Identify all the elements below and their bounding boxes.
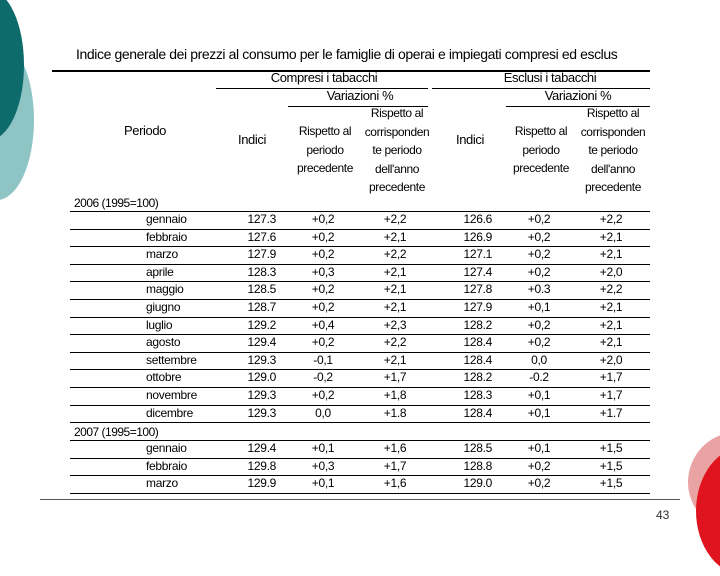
row-month: aprile <box>146 264 174 279</box>
row-month: giugno <box>146 300 181 314</box>
row-month: marzo <box>146 476 178 491</box>
row-value-p2: +0,2 <box>527 335 551 350</box>
footer-rule <box>40 499 680 500</box>
row-value-c1: +2,1 <box>383 282 407 297</box>
row-month: luglio <box>146 317 173 332</box>
table-row <box>0 264 720 282</box>
row-value-i2: 128.2 <box>463 370 492 385</box>
row-value-p1: +0,4 <box>311 317 335 332</box>
row-value-c1: +2,2 <box>383 335 407 350</box>
year-label-2007: 2007 (1995=100) <box>74 425 159 439</box>
header-rispetto-corrispondente-esclusi <box>574 104 652 197</box>
row-value-i1: 129.2 <box>247 317 276 332</box>
row-value-c1: +2,2 <box>383 247 407 262</box>
header-indici-esclusi: Indici <box>456 132 484 147</box>
row-value-c2: +1,5 <box>599 458 623 473</box>
row-value-c1: +1,6 <box>383 476 407 491</box>
table-row <box>0 281 720 299</box>
row-value-i1: 129.3 <box>247 388 276 402</box>
header-line: periodo <box>522 142 560 157</box>
row-value-i1: 129.9 <box>247 476 276 491</box>
row-month: settembre <box>146 352 197 367</box>
table-row <box>0 334 720 352</box>
row-value-c1: +2,3 <box>383 317 407 332</box>
row-value-i2: 127.8 <box>463 282 492 297</box>
header-rispetto-precedente-esclusi <box>508 122 574 178</box>
row-value-c2: +2,0 <box>599 352 623 367</box>
row-value-i2: 126.9 <box>463 229 492 244</box>
row-value-p1: +0,2 <box>311 212 335 226</box>
row-value-p1: +0,2 <box>311 300 335 314</box>
row-value-c2: +2,1 <box>599 247 623 262</box>
row-value-c2: +1.7 <box>599 405 623 420</box>
row-value-i2: 128.5 <box>463 441 492 455</box>
header-line: corrisponden <box>364 124 430 139</box>
row-value-p2: +0,1 <box>527 300 551 314</box>
row-value-c1: +2,2 <box>383 212 407 226</box>
row-separator <box>70 493 650 494</box>
row-value-c1: +2,1 <box>383 229 407 244</box>
row-value-p2: +0,2 <box>527 229 551 244</box>
row-value-p2: +0,2 <box>527 458 551 473</box>
row-value-i1: 129.4 <box>247 441 276 455</box>
row-month: maggio <box>146 282 184 297</box>
header-line: Rispetto al <box>586 106 640 120</box>
row-value-p2: +0,1 <box>527 441 551 455</box>
row-value-c2: +1,7 <box>599 370 623 385</box>
row-value-c2: +2,2 <box>599 282 623 297</box>
row-value-p2: +0,2 <box>527 476 551 491</box>
row-value-c1: +1,6 <box>383 441 407 455</box>
header-indici-compresi: Indici <box>238 132 266 147</box>
table-row <box>0 211 720 229</box>
row-value-i2: 127.9 <box>463 300 492 314</box>
row-value-p1: -0,1 <box>313 352 333 367</box>
row-value-i1: 128.5 <box>247 282 276 297</box>
row-value-p2: +0,2 <box>527 264 551 279</box>
group-esclusi: Esclusi i tabacchi <box>503 70 597 85</box>
row-value-i2: 128.2 <box>463 317 492 332</box>
row-value-p2: +0,2 <box>527 212 551 226</box>
header-line: periodo <box>306 142 344 157</box>
row-value-p1: +0,3 <box>311 264 335 279</box>
row-value-c1: +2,1 <box>383 300 407 314</box>
row-value-i1: 129.0 <box>247 370 276 385</box>
table-row <box>0 369 720 387</box>
table-row <box>0 475 720 493</box>
table-row <box>0 405 720 423</box>
header-line: precedente <box>512 161 570 175</box>
row-value-p2: +0,1 <box>527 388 551 402</box>
row-value-i2: 129.0 <box>463 476 492 491</box>
variazioni-compresi: Variazioni % <box>326 88 394 103</box>
row-value-i2: 128.3 <box>463 388 492 402</box>
year-2007-line <box>70 440 650 441</box>
row-value-p1: 0,0 <box>315 405 331 420</box>
page-number: 43 <box>656 508 670 522</box>
header-line: te periodo <box>372 143 422 157</box>
row-value-i2: 127.1 <box>463 247 492 262</box>
row-month: novembre <box>146 388 197 402</box>
row-value-c1: +1,8 <box>383 388 407 402</box>
row-value-p2: -0.2 <box>529 370 549 385</box>
row-value-i1: 129.8 <box>247 458 276 473</box>
table-row <box>0 352 720 370</box>
row-month: dicembre <box>146 405 193 420</box>
header-line: te periodo <box>588 143 638 157</box>
row-value-i2: 128.4 <box>463 405 492 420</box>
row-month: febbraio <box>146 229 187 244</box>
row-value-c2: +2,1 <box>599 317 623 332</box>
row-value-i2: 128.8 <box>463 458 492 473</box>
row-value-i1: 127.6 <box>247 229 276 244</box>
table-row <box>0 317 720 335</box>
row-value-p2: +0,1 <box>527 405 551 420</box>
row-value-c2: +1,7 <box>599 388 623 402</box>
header-rispetto-precedente-compresi <box>292 122 358 178</box>
table-row <box>0 299 720 317</box>
table-row <box>0 440 720 458</box>
header-line: precedente <box>368 180 426 194</box>
row-value-i2: 127.4 <box>463 264 492 279</box>
row-value-p1: +0,2 <box>311 229 335 244</box>
header-line: Rispetto al <box>298 124 352 138</box>
row-value-i1: 128.3 <box>247 264 276 279</box>
row-value-c2: +2,1 <box>599 335 623 350</box>
row-value-i2: 128.4 <box>463 335 492 350</box>
row-value-c1: +1.8 <box>383 405 407 420</box>
row-value-p2: +0,2 <box>527 247 551 262</box>
header-rispetto-corrispondente-compresi <box>358 104 436 197</box>
year-label-2006: 2006 (1995=100) <box>74 196 159 210</box>
row-value-p1: +0,1 <box>311 476 335 491</box>
row-value-i1: 129.4 <box>247 335 276 350</box>
header-line: corrisponden <box>580 124 646 139</box>
row-separator <box>70 422 650 423</box>
header-line: precedente <box>296 161 354 175</box>
row-value-c2: +2,1 <box>599 229 623 244</box>
table-row <box>0 458 720 476</box>
header-line: dell'anno <box>374 161 420 176</box>
row-value-i1: 129.3 <box>247 352 276 367</box>
row-value-p1: +0,3 <box>311 458 335 473</box>
row-value-p2: +0,2 <box>527 317 551 332</box>
row-value-p1: -0,2 <box>313 370 333 385</box>
row-month: agosto <box>146 335 181 350</box>
variazioni-esclusi: Variazioni % <box>544 88 612 103</box>
row-month: febbraio <box>146 458 187 473</box>
row-value-p1: +0,2 <box>311 247 335 262</box>
row-value-p1: +0,1 <box>311 441 335 455</box>
row-month: gennaio <box>146 212 187 226</box>
header-line: Rispetto al <box>370 106 424 120</box>
row-value-i2: 126.6 <box>463 212 492 226</box>
row-value-p1: +0,2 <box>311 282 335 297</box>
header-line: precedente <box>584 180 642 194</box>
row-month: gennaio <box>146 441 187 455</box>
row-value-c2: +1,5 <box>599 441 623 455</box>
row-value-p1: +0,2 <box>311 388 335 402</box>
row-value-p1: +0,2 <box>311 335 335 350</box>
row-value-p2: 0,0 <box>531 352 547 367</box>
row-month: marzo <box>146 247 178 262</box>
row-value-c1: +2,1 <box>383 352 407 367</box>
table-row <box>0 387 720 405</box>
table-row <box>0 229 720 247</box>
row-value-c2: +2,1 <box>599 300 623 314</box>
row-month: ottobre <box>146 370 182 385</box>
header-periodo: Periodo <box>123 123 166 138</box>
group-compresi: Compresi i tabacchi <box>270 70 378 85</box>
row-value-c1: +1,7 <box>383 458 407 473</box>
header-line: Rispetto al <box>514 124 568 138</box>
row-value-c1: +2,1 <box>383 264 407 279</box>
row-value-c2: +1,5 <box>599 476 623 491</box>
row-value-c1: +1,7 <box>383 370 407 385</box>
row-value-i1: 129.3 <box>247 405 276 420</box>
row-value-i2: 128.4 <box>463 352 492 367</box>
row-value-i1: 127.9 <box>247 247 276 262</box>
row-value-i1: 128.7 <box>247 300 276 314</box>
table-title: Indice generale dei prezzi al consumo per le famiglie di operai e impiegati compresi ed esclus <box>76 46 618 62</box>
row-value-c2: +2,0 <box>599 264 623 279</box>
table-row <box>0 246 720 264</box>
header-line: dell'anno <box>590 161 636 176</box>
row-value-i1: 127.3 <box>247 212 276 226</box>
row-value-c2: +2,2 <box>599 212 623 226</box>
row-value-p2: +0.3 <box>527 282 551 297</box>
